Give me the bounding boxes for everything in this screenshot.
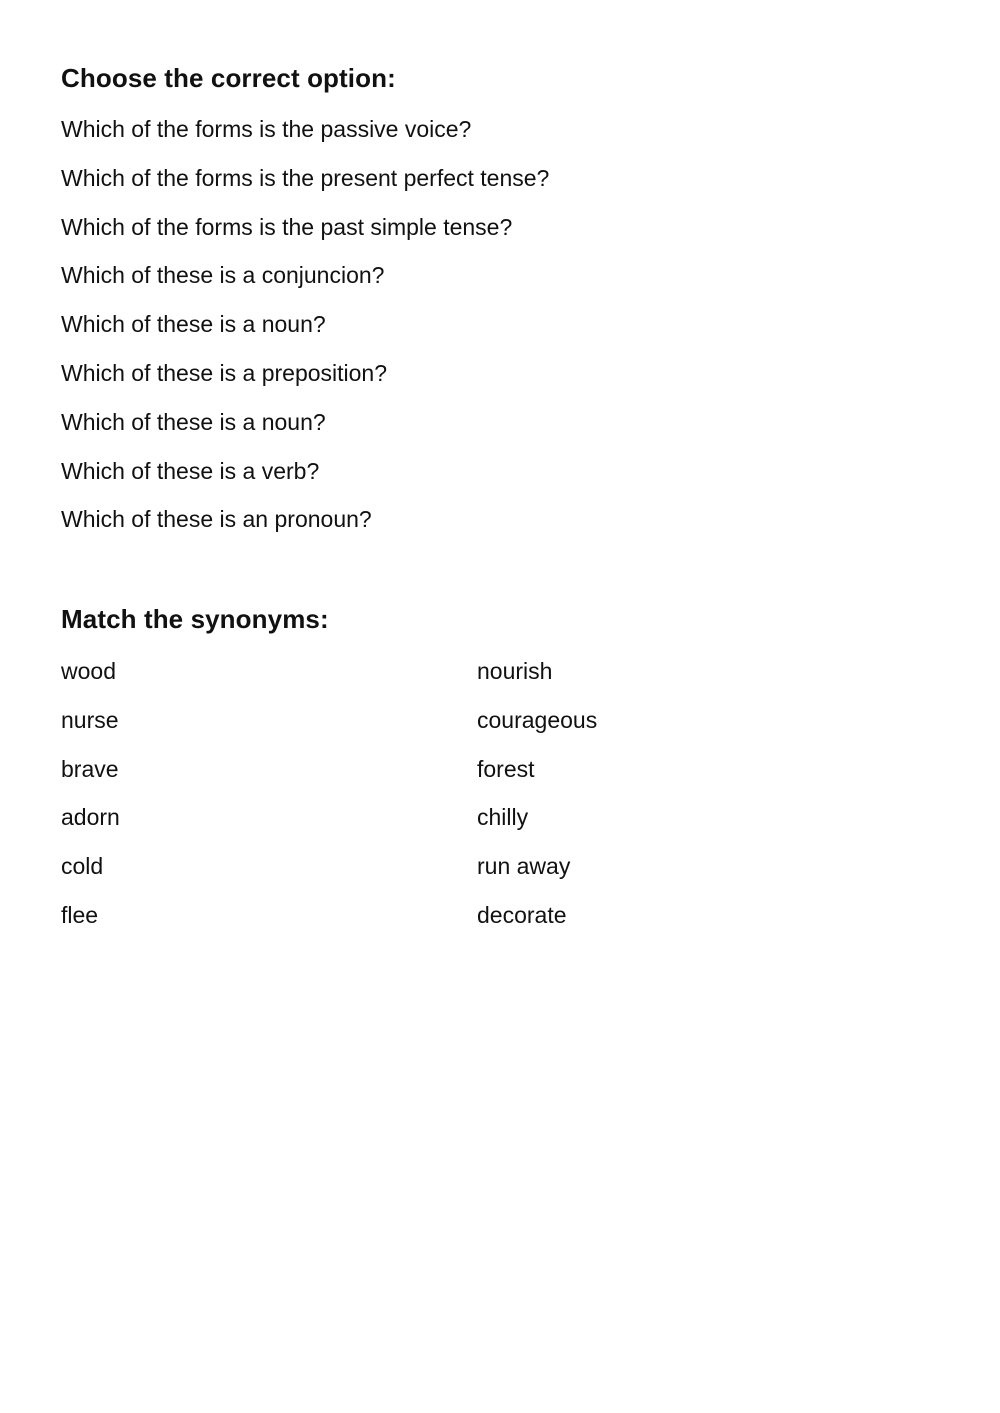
synonym-right-word[interactable]: chilly (477, 804, 529, 831)
question-item[interactable]: Which of the forms is the passive voice? (61, 116, 472, 142)
synonym-left-word[interactable]: flee (61, 901, 99, 928)
synonym-left-word[interactable]: wood (61, 658, 116, 684)
synonym-left-word[interactable]: cold (61, 853, 104, 880)
synonym-right-word[interactable]: decorate (477, 901, 567, 928)
question-item[interactable]: Which of these is a conjuncion? (61, 262, 385, 289)
question-item[interactable]: Which of these is a noun? (61, 408, 326, 435)
section-heading-match-synonyms: Match the synonyms: (61, 604, 329, 634)
synonym-right-word[interactable]: run away (477, 853, 571, 880)
question-item[interactable]: Which of these is a verb? (61, 457, 320, 484)
section-heading-choose-option: Choose the correct option: (61, 63, 396, 93)
question-item[interactable]: Which of the forms is the past simple tense? (61, 213, 513, 240)
synonym-left-word[interactable]: brave (61, 755, 119, 782)
synonym-left-word[interactable]: adorn (61, 804, 120, 831)
question-item[interactable]: Which of these is a noun? (61, 311, 326, 338)
synonym-left-word[interactable]: nurse (61, 706, 119, 733)
synonym-right-word[interactable]: nourish (477, 658, 553, 684)
synonym-right-column (477, 656, 597, 949)
question-item[interactable]: Which of these is a preposition? (61, 359, 388, 386)
synonym-right-word[interactable]: forest (477, 755, 535, 782)
synonym-right-word[interactable]: courageous (477, 706, 598, 733)
synonym-left-column (61, 656, 120, 949)
question-item[interactable]: Which of these is an pronoun? (61, 506, 372, 533)
question-item[interactable]: Which of the forms is the present perfect tense? (61, 164, 550, 191)
question-list (61, 114, 549, 553)
